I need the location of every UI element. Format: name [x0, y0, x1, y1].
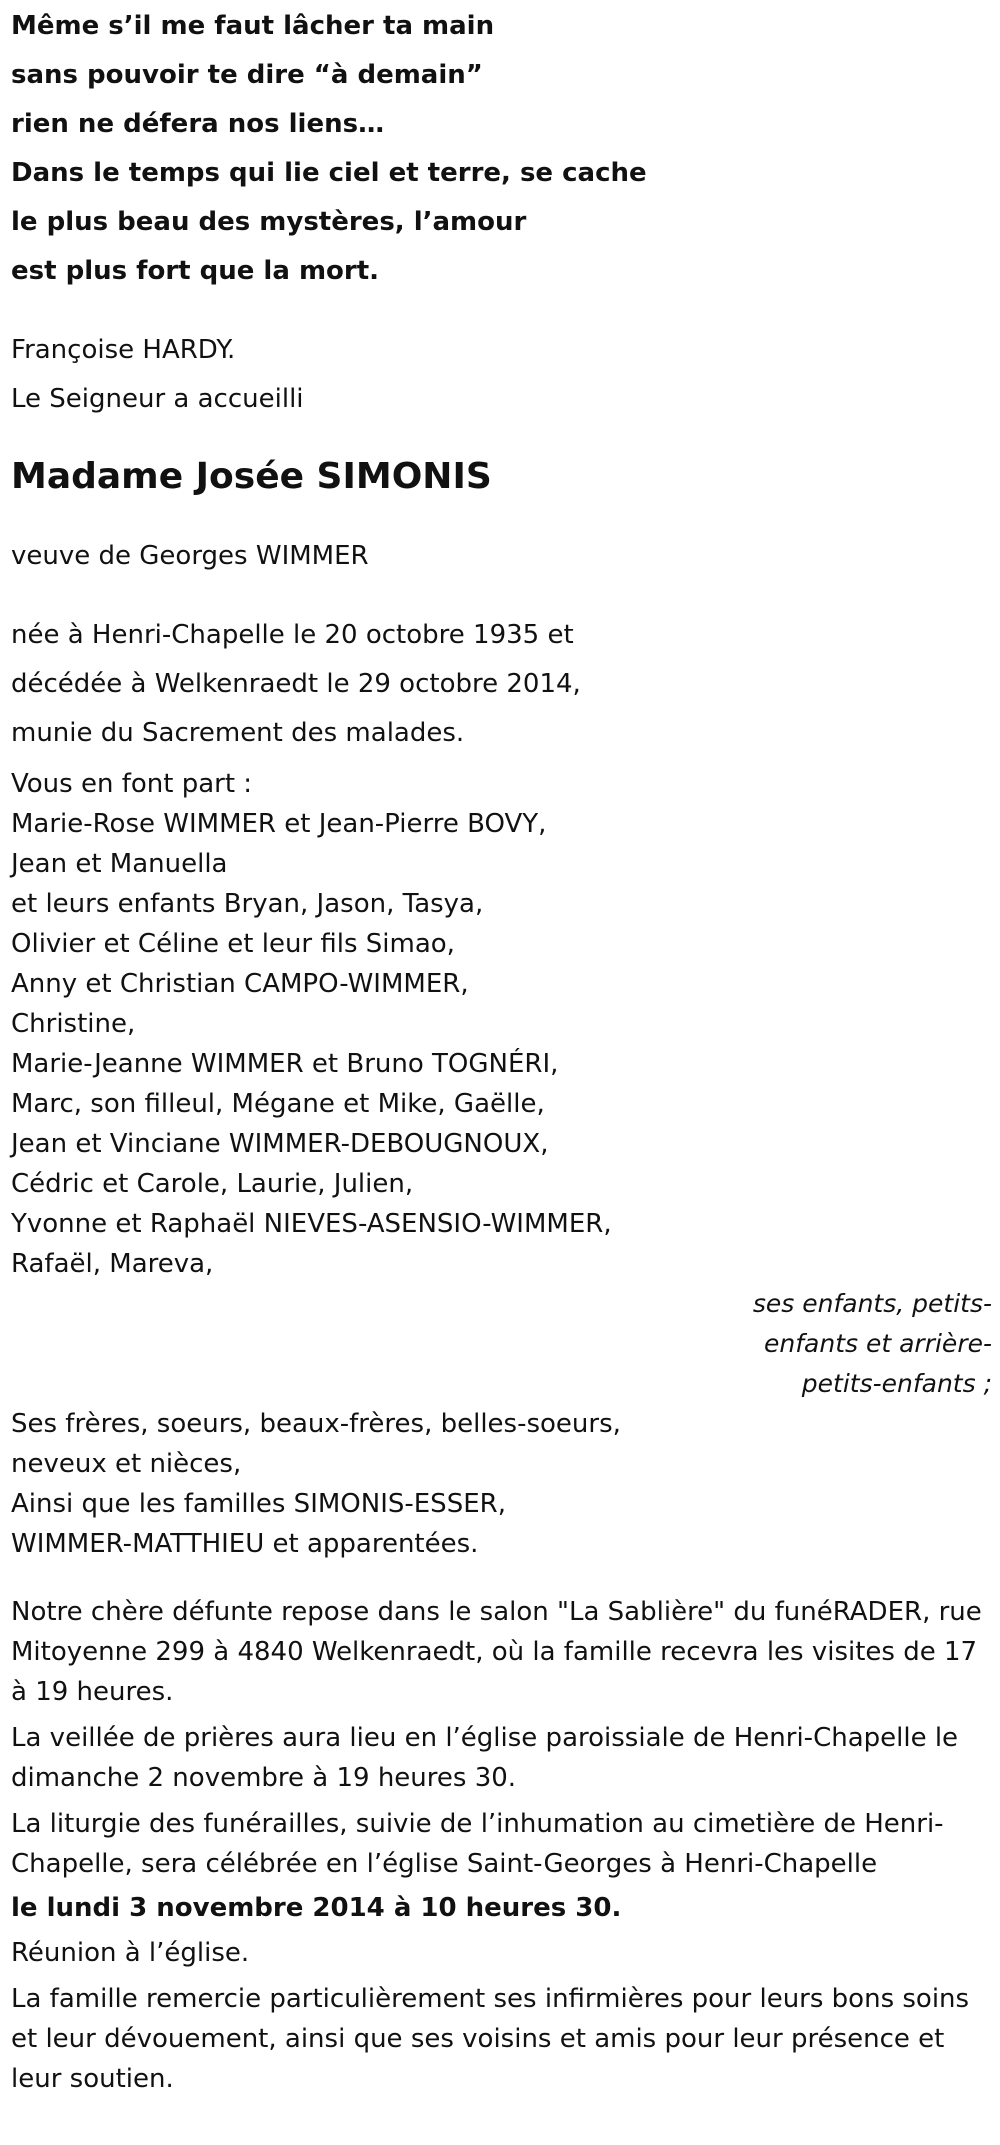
- poem-line: sans pouvoir te dire “à demain”: [11, 60, 483, 90]
- list-item: Marie-Jeanne WIMMER et Bruno TOGNÉRI,: [11, 1049, 559, 1079]
- family-list: [11, 804, 991, 1284]
- list-item: Marc, son filleul, Mégane et Mike, Gaëlle,: [11, 1089, 545, 1119]
- list-item: et leurs enfants Bryan, Jason, Tasya,: [11, 889, 484, 919]
- widow-line: veuve de Georges WIMMER: [11, 541, 369, 571]
- caption-line: ses enfants, petits-: [752, 1289, 992, 1318]
- list-item: Jean et Vinciane WIMMER-DEBOUGNOUX,: [11, 1129, 549, 1159]
- obituary-notice: [11, 0, 991, 2099]
- intro-text: Le Seigneur a accueilli: [11, 384, 304, 414]
- thanks-text: La famille remercie particulièrement ses infirmières pour leurs bons soins et leur dévouement, ainsi que ses voisins et amis pour leur présence et leur soutien.: [11, 1984, 970, 2094]
- birth-line: née à Henri-Chapelle le 20 octobre 1935 et: [11, 620, 574, 650]
- death-line: décédée à Welkenraedt le 29 octobre 2014,: [11, 669, 581, 699]
- extended-family: [11, 1404, 991, 1564]
- list-item: Ainsi que les familles SIMONIS-ESSER,: [11, 1489, 506, 1519]
- funeral-info: La liturgie des funérailles, suivie de l’inhumation au cimetière de Henri-Chapelle, sera célébrée en l’église Saint-Georges à Henri-Chapelle: [11, 1809, 944, 1879]
- list-item: neveux et nièces,: [11, 1449, 242, 1479]
- poem-line: rien ne défera nos liens…: [11, 109, 385, 139]
- caption-line: enfants et arrière-: [764, 1329, 992, 1358]
- list-item: Marie-Rose WIMMER et Jean-Pierre BOVY,: [11, 809, 547, 839]
- announcers-intro: Vous en font part :: [11, 769, 253, 799]
- funeral-date: le lundi 3 novembre 2014 à 10 heures 30.: [11, 1893, 622, 1923]
- list-item: Ses frères, soeurs, beaux-frères, belles-soeurs,: [11, 1409, 621, 1439]
- sacrament-line: munie du Sacrement des malades.: [11, 718, 465, 748]
- list-item: Cédric et Carole, Laurie, Julien,: [11, 1169, 414, 1199]
- list-item: Rafaël, Mareva,: [11, 1249, 214, 1279]
- vigil-info: La veillée de prières aura lieu en l’église paroissiale de Henri-Chapelle le dimanche 2 novembre à 19 heures 30.: [11, 1723, 959, 1793]
- list-item: Anny et Christian CAMPO-WIMMER,: [11, 969, 469, 999]
- poem-line: le plus beau des mystères, l’amour: [11, 207, 527, 237]
- list-item: Yvonne et Raphaël NIEVES-ASENSIO-WIMMER,: [11, 1209, 612, 1239]
- meeting-line: Réunion à l’église.: [11, 1938, 250, 1968]
- caption-line: petits-enfants ;: [801, 1369, 992, 1398]
- poem-line: Dans le temps qui lie ciel et terre, se cache: [11, 158, 647, 188]
- poem: [11, 2, 991, 296]
- list-item: Jean et Manuella: [11, 849, 228, 879]
- list-item: Olivier et Céline et leur fils Simao,: [11, 929, 455, 959]
- list-item: WIMMER-MATTHIEU et apparentées.: [11, 1529, 479, 1559]
- poem-line: est plus fort que la mort.: [11, 256, 380, 286]
- poem-author: Françoise HARDY.: [11, 335, 236, 365]
- poem-line: Même s’il me faut lâcher ta main: [11, 11, 495, 41]
- list-item: Christine,: [11, 1009, 136, 1039]
- children-caption: [11, 1284, 991, 1404]
- deceased-name: Madame Josée SIMONIS: [11, 456, 492, 497]
- rest-info: Notre chère défunte repose dans le salon "La Sablière" du funéRADER, rue Mitoyenne 299 à 4840 Welkenraedt, où la famille recevra les visites de 17 à 19 heures.: [11, 1597, 982, 1707]
